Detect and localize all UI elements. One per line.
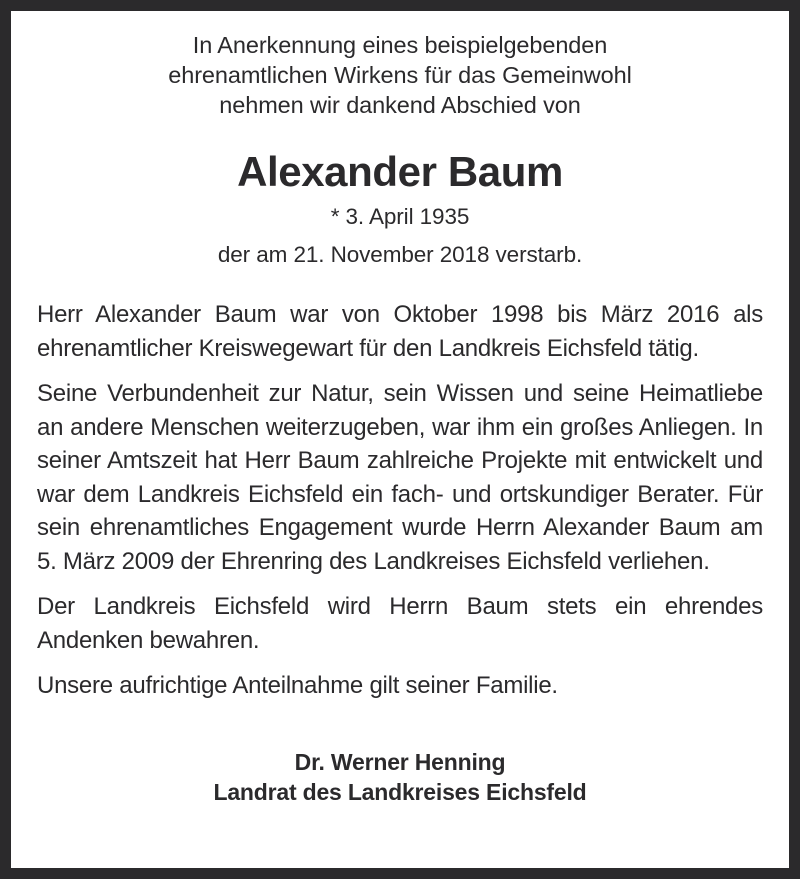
body-paragraph-4: Unsere aufrichtige Anteilnahme gilt seiner Familie. <box>37 672 558 699</box>
intro-block <box>37 11 763 120</box>
body-paragraph-2: Seine Verbundenheit zur Natur, sein Wissen und seine Heimatliebe an andere Menschen weiterzugeben, war ihm ein großes Anliegen. In seiner Amtszeit hat Herr Baum zahlreiche Projekte mit entwickelt und war dem Landkreis Eichsfeld ein fach- und ortskundiger Berater. Für sein ehrenamtliches Engagement wurde Herrn Alexander Baum am 5. März 2009 der Ehrenring des Landkreises Eichsfeld verliehen. <box>37 380 763 575</box>
obituary-notice-card <box>11 11 789 868</box>
intro-line-2: ehrenamtlichen Wirkens für das Gemeinwohl <box>168 62 632 88</box>
signatory-title: Landrat des Landkreises Eichsfeld <box>213 778 587 805</box>
signatory-name: Dr. Werner Henning <box>294 748 506 775</box>
body-block <box>37 298 763 703</box>
body-paragraph-3: Der Landkreis Eichsfeld wird Herrn Baum stets ein ehrendes Andenken bewahren. <box>37 593 763 654</box>
death-date: der am 21. November 2018 verstarb. <box>217 242 583 267</box>
body-paragraph-1: Herr Alexander Baum war von Oktober 1998 bis März 2016 als ehrenamtlicher Kreiswegewart für den Landkreis Eichsfeld tätig. <box>37 301 763 362</box>
deceased-name: Alexander Baum <box>237 148 563 195</box>
obituary-notice-content <box>11 11 789 868</box>
intro-line-1: In Anerkennung eines beispielgebenden <box>192 32 608 58</box>
signature-block <box>37 747 763 807</box>
intro-line-3: nehmen wir dankend Abschied von <box>219 92 581 118</box>
birth-date: * 3. April 1935 <box>330 204 470 229</box>
